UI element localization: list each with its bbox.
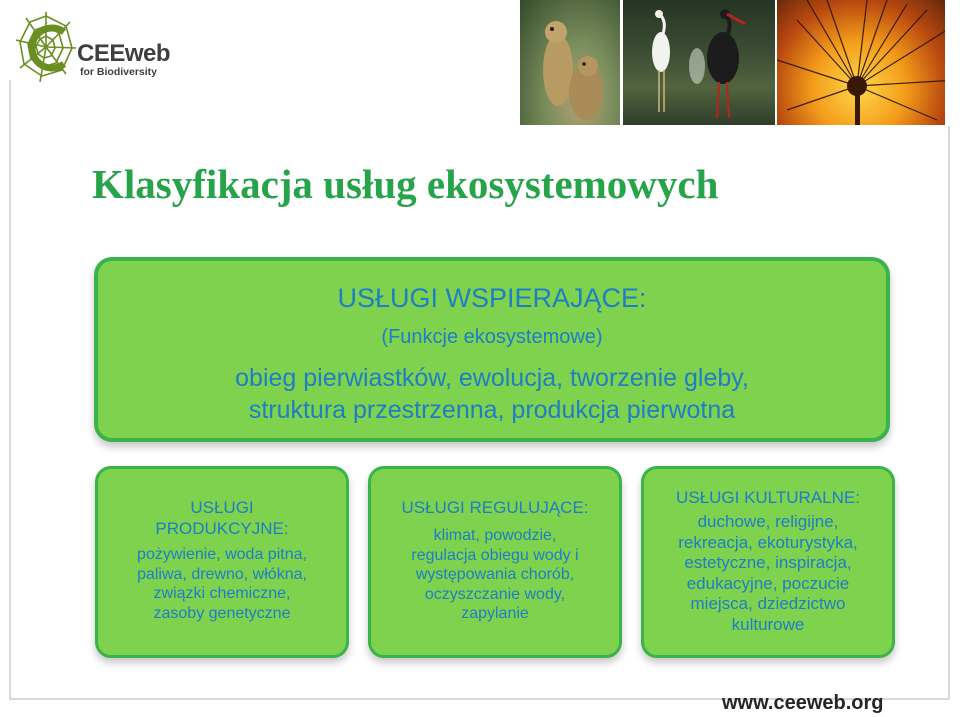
provisioning-services-heading: [108, 497, 336, 539]
cultural-example-line: edukacyjne, poczucie: [686, 573, 850, 593]
cultural-example-line: duchowe, religijne,: [697, 512, 839, 531]
provisioning-heading-line: PRODUKCYJNE:: [155, 519, 289, 538]
slide-frame-right: [948, 126, 950, 700]
cultural-example-line: estetyczne, inspiracja,: [684, 553, 852, 572]
photo-strip-edge: [945, 0, 960, 125]
provisioning-example-line: zasoby genetyczne: [153, 604, 291, 622]
photo-dandelion-sunset: [777, 0, 960, 125]
logo-name: CEEweb: [77, 40, 171, 67]
footer-website-url[interactable]: www.ceeweb.org: [722, 692, 884, 714]
regulating-example-line: regulacja obiegu wody i: [411, 546, 579, 564]
spider-web-logo-icon: [16, 10, 78, 86]
cultural-services-examples: [654, 512, 882, 635]
provisioning-example-line: pożywienie, woda pitna,: [137, 546, 307, 563]
regulating-example-line: klimat, powodzie,: [433, 527, 557, 544]
regulating-services-box: [368, 466, 622, 658]
supporting-services-box: [94, 257, 890, 442]
regulating-example-line: oczyszczanie wody,: [424, 585, 566, 603]
regulating-services-heading: [381, 497, 609, 518]
cultural-example-line: rekreacja, ekoturystyka,: [678, 532, 858, 552]
regulating-example-line: zapylanie: [461, 605, 529, 622]
supporting-services-subheading: (Funkcje ekosystemowe): [381, 326, 603, 348]
regulating-example-line: występowania chorób,: [415, 566, 575, 583]
supporting-services-heading: USŁUGI WSPIERAJĄCE:: [337, 283, 647, 313]
cultural-services-heading: [654, 487, 882, 508]
supporting-services-line-2: struktura przestrzenna, produkcja pierwotna: [248, 396, 736, 424]
provisioning-services-box: [95, 466, 349, 658]
cultural-services-box: [641, 466, 895, 658]
photo-egret-and-stork: [623, 0, 775, 125]
cultural-heading-line: USŁUGI KULTURALNE:: [676, 488, 860, 507]
cultural-example-line: miejsca, dziedzictwo: [690, 594, 846, 613]
supporting-services-line-1: obieg pierwiastków, ewolucja, tworzenie gleby,: [235, 364, 749, 392]
slide-frame-left: [9, 80, 11, 700]
ceeweb-logo: [16, 10, 176, 90]
regulating-services-examples: [381, 526, 609, 624]
cultural-example-line: kulturowe: [731, 614, 805, 634]
regulating-heading-line: USŁUGI REGULUJĄCE:: [401, 498, 589, 517]
photo-ground-squirrels: [520, 0, 620, 125]
provisioning-example-line: paliwa, drewno, włókna,: [137, 565, 307, 583]
provisioning-services-examples: [108, 545, 336, 623]
provisioning-example-line: związki chemiczne,: [153, 585, 291, 602]
slide-title: Klasyfikacja usług ekosystemowych: [92, 161, 719, 207]
provisioning-heading-line: USŁUGI: [190, 498, 254, 517]
logo-tagline: for Biodiversity: [80, 66, 158, 78]
